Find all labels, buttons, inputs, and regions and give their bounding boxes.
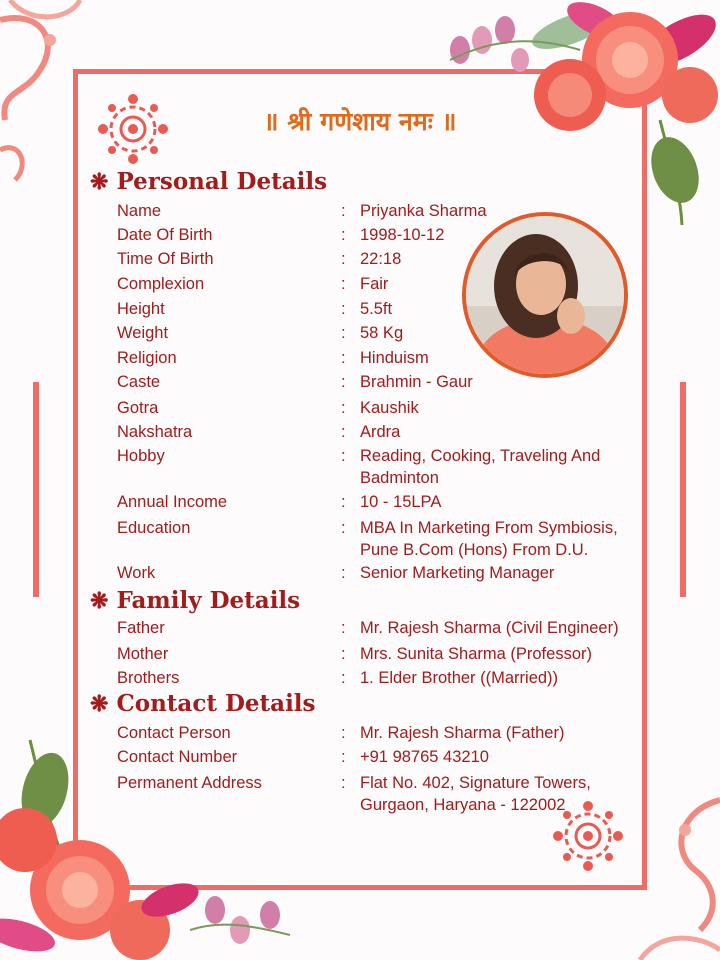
section-title-family: ❋ Family Details <box>90 587 301 614</box>
flower-bullet-icon: ❋ <box>90 587 109 614</box>
biodata-page: ॥ श्री गणेशाय नमः ॥ ❋ Personal Details Name : Priyanka Sharma Date Of Birth : 1998-10-12 Time Of Birth : 22:18 Complexion : Fair Height : 5.5ft Weight : 58 Kg Religion : Hinduism Caste : Brahmin - Gaur Gotra : Kaushik Nakshatra : Ardra Hobby : Reading, Cooking, Traveling And Badminton Annual Income : 10 - 15LPA Education : MBA In Marketing From Symbiosis, Pune B.Com (Hons) From D.U. Work : Senior Marketing Manager ❋ Family Details Father : Mr. Rajesh Sharma (Civil Engineer) Mother : Mrs. Sunita Sharma (Professor) Brothers : 1. Elder Brother ((Married)) ❋ Contact Details Contact Person : Mr. Rajesh Sharma (Father) Contact Number : +91 98765 43210 Permanent Address : Flat No. 402, Signature Towers, Gurgaon, Haryana - 122002 <box>0 0 720 960</box>
invocation-heading: ॥ श्री गणेशाय नमः ॥ <box>263 107 457 136</box>
right-accent-bar <box>680 382 686 597</box>
section-title-personal: ❋ Personal Details <box>90 168 328 195</box>
left-accent-bar <box>33 382 39 597</box>
flower-bullet-icon: ❋ <box>90 168 109 195</box>
section-title-contact: ❋ Contact Details <box>90 690 316 717</box>
flower-bullet-icon: ❋ <box>90 690 109 717</box>
